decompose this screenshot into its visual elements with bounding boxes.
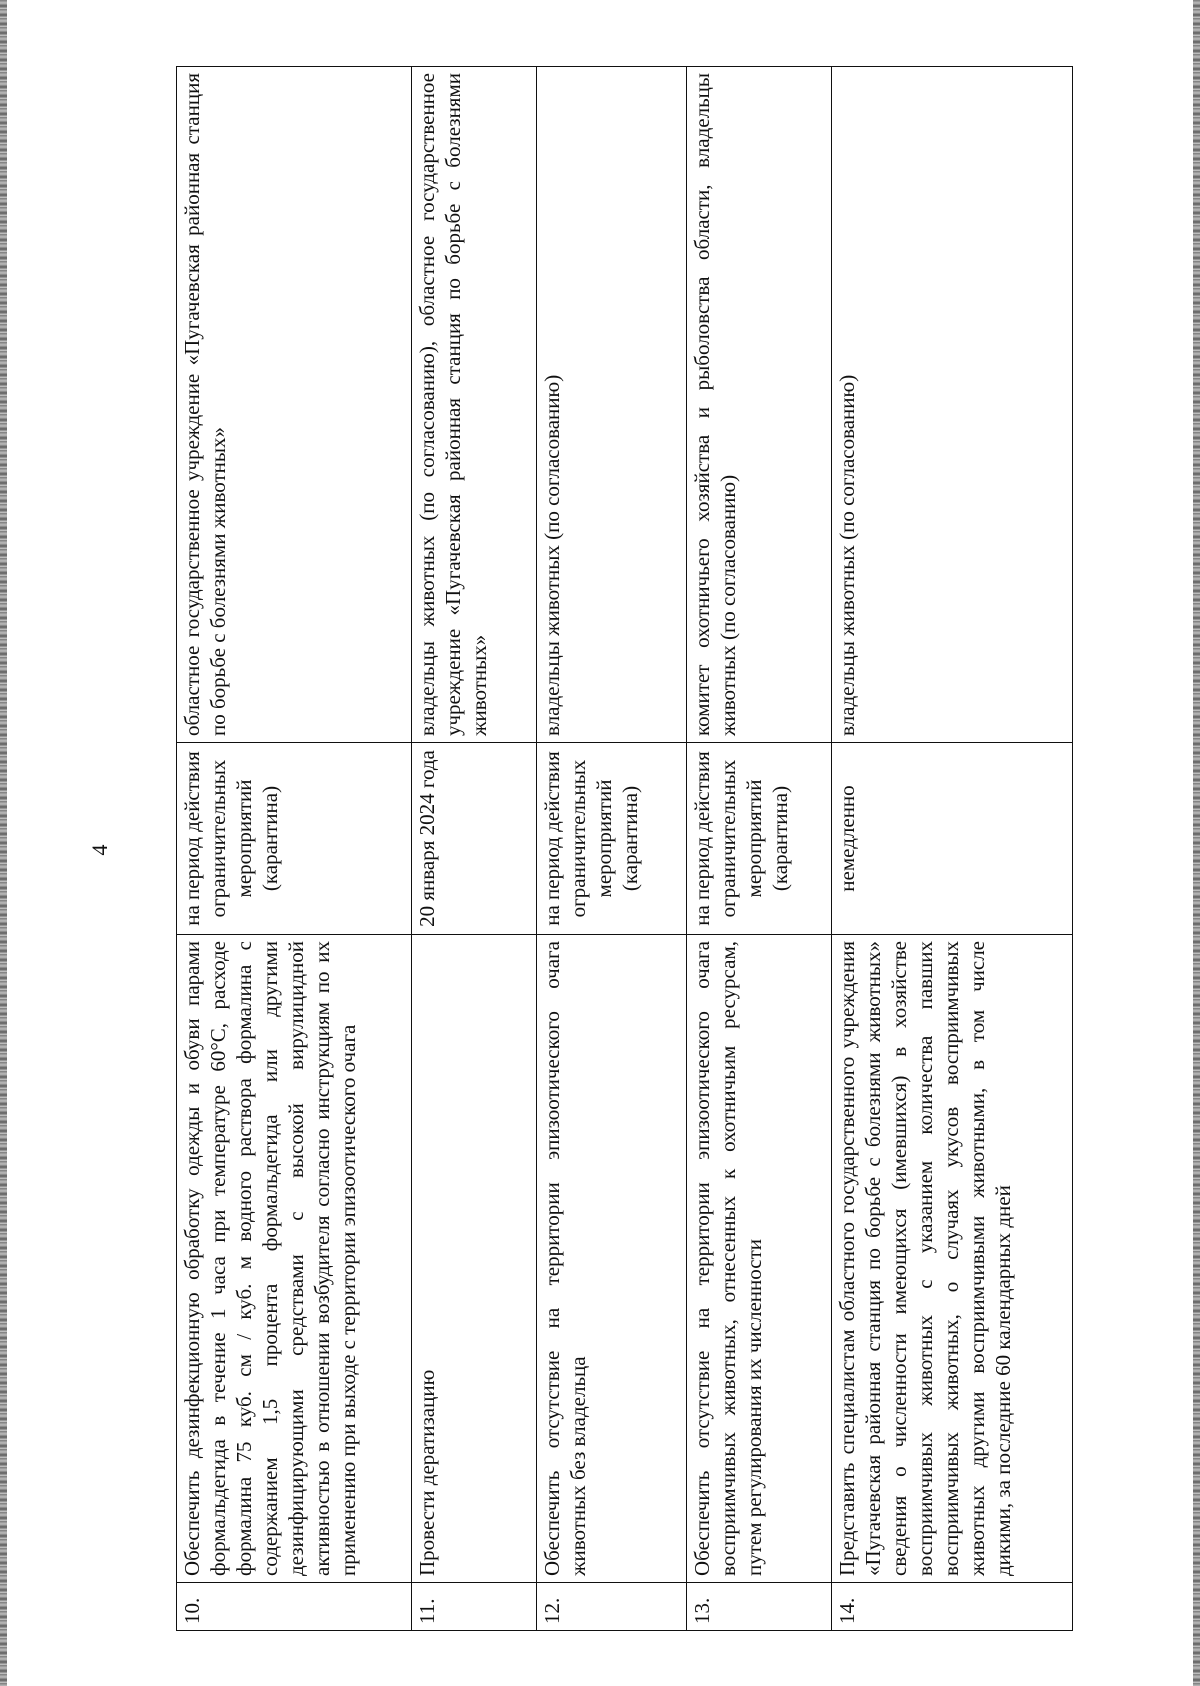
measure-text: Представить специалистам областного государственного учреждения «Пугачевская районная станция по борьбе с болезнями животных» сведения о численности имеющихся (имевшихся) в хозяйстве восприимчивых животных с указанием количества павших восприимчивых животных, о случаях укусов восприимчивых животных другими восприимчивыми животными, в том числе дикими, за последние 60 календарных дней	[832, 935, 1073, 1583]
page-number: 4	[87, 844, 112, 856]
term-text: на период действия ограничительных мероприятий (карантина)	[687, 743, 832, 935]
responsible-text: областное государственное учреждение «Пугачевская районная станция по борьбе с болезнями животных»	[177, 67, 412, 743]
measures-table	[176, 66, 1073, 1631]
term-text: 20 января 2024 года	[412, 743, 537, 935]
measure-text: Обеспечить отсутствие на территории эпизоотического очага восприимчивых животных, отнесенных к охотничьим ресурсам, путем регулирования их численности	[687, 935, 832, 1583]
measure-text: Обеспечить отсутствие на территории эпизоотического очага животных без владельца	[537, 935, 687, 1583]
measure-text: Провести дератизацию	[412, 935, 537, 1583]
responsible-text: владельцы животных (по согласованию)	[537, 67, 687, 743]
row-number: 14.	[832, 1583, 1073, 1631]
term-text: на период действия ограничительных мероприятий (карантина)	[537, 743, 687, 935]
row-number: 12.	[537, 1583, 687, 1631]
term-text: немедленно	[832, 743, 1073, 935]
rotated-page-content	[176, 67, 1072, 1631]
table-row	[177, 67, 412, 1631]
term-text: на период действия ограничительных мероприятий (карантина)	[177, 743, 412, 935]
row-number: 10.	[177, 1583, 412, 1631]
responsible-text: владельцы животных (по согласованию), областное государственное учреждение «Пугачевская районная станция по борьбе с болезнями животных»	[412, 67, 537, 743]
table-row	[537, 67, 687, 1631]
measure-text: Обеспечить дезинфекционную обработку одежды и обуви парами формальдегида в течение 1 часа при температуре 60°С, расходе формалина 75 куб. см / куб. м водного раствора формалина с содержанием 1,5 процента формальдегида или другими дезинфицирующими средствами с высокой вирулицидной активностью в отношении возбудителя согласно инструкциям по их применению при выходе с территории эпизоотического очага	[177, 935, 412, 1583]
table-row	[832, 67, 1073, 1631]
scan-edge-left	[0, 0, 7, 1686]
row-number: 11.	[412, 1583, 537, 1631]
responsible-text: комитет охотничьего хозяйства и рыболовства области, владельцы животных (по согласованию)	[687, 67, 832, 743]
table-row	[687, 67, 832, 1631]
row-number: 13.	[687, 1583, 832, 1631]
table-row	[412, 67, 537, 1631]
responsible-text: владельцы животных (по согласованию)	[832, 67, 1073, 743]
scan-edge-right	[1193, 0, 1200, 1686]
